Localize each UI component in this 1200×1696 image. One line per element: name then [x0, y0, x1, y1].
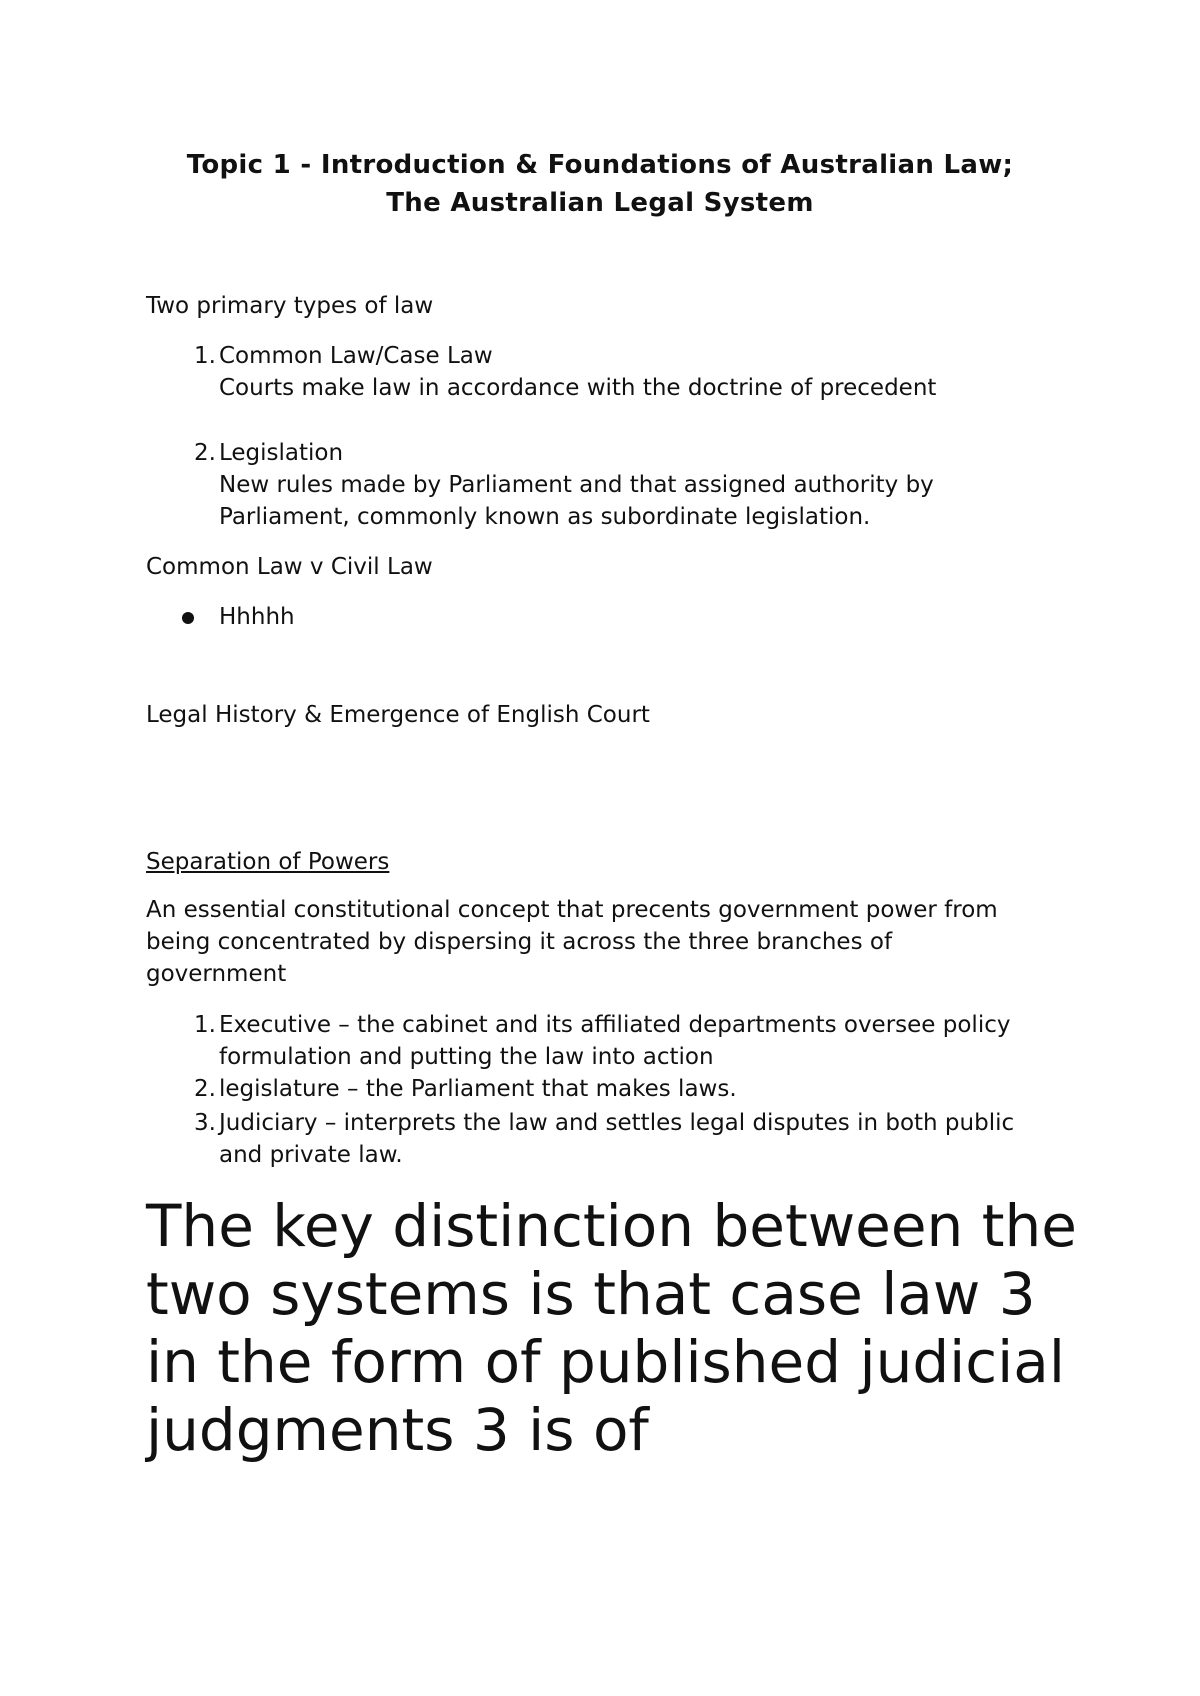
big-text-line: judgments 3 is of [146, 1396, 649, 1464]
list-item: Judiciary – interprets the law and settles legal disputes in both public [219, 1110, 1015, 1136]
bullet-item: Hhhhh [219, 604, 295, 630]
document-title [100, 146, 1100, 222]
list-number: 3. [194, 1110, 216, 1136]
list-item-desc: Parliament, commonly known as subordinate legislation. [219, 504, 871, 530]
title-line-2: The Australian Legal System [386, 188, 814, 218]
list-number: 1. [194, 343, 216, 369]
separation-intro: An essential constitutional concept that precents government power from [146, 897, 998, 923]
list-item-desc: New rules made by Parliament and that assigned authority by [219, 472, 934, 498]
list-item-title: Legislation [219, 440, 344, 466]
list-number: 2. [194, 1076, 216, 1102]
list-item: Executive – the cabinet and its affiliated departments oversee policy [219, 1012, 1011, 1038]
list-number: 2. [194, 440, 216, 466]
list-item-desc: Courts make law in accordance with the doctrine of precedent [219, 375, 937, 401]
bullet-icon [182, 612, 194, 624]
types-heading: Two primary types of law [146, 293, 434, 319]
separation-intro: government [146, 961, 287, 987]
list-item-title: Common Law/Case Law [219, 343, 493, 369]
big-text-line: The key distinction between the [146, 1192, 1077, 1260]
common-civil-heading: Common Law v Civil Law [146, 554, 433, 580]
big-text-line: in the form of published judicial [146, 1328, 1065, 1396]
separation-heading: Separation of Powers [146, 849, 390, 875]
big-text-line: two systems is that case law 3 [146, 1260, 1036, 1328]
history-heading: Legal History & Emergence of English Court [146, 702, 650, 728]
title-line-1: Topic 1 - Introduction & Foundations of Australian Law; [186, 150, 1014, 180]
separation-intro: being concentrated by dispersing it across the three branches of [146, 929, 893, 955]
list-item: legislature – the Parliament that makes laws. [219, 1076, 737, 1102]
list-item: and private law. [219, 1142, 403, 1168]
list-number: 1. [194, 1012, 216, 1038]
list-item: formulation and putting the law into action [219, 1044, 714, 1070]
